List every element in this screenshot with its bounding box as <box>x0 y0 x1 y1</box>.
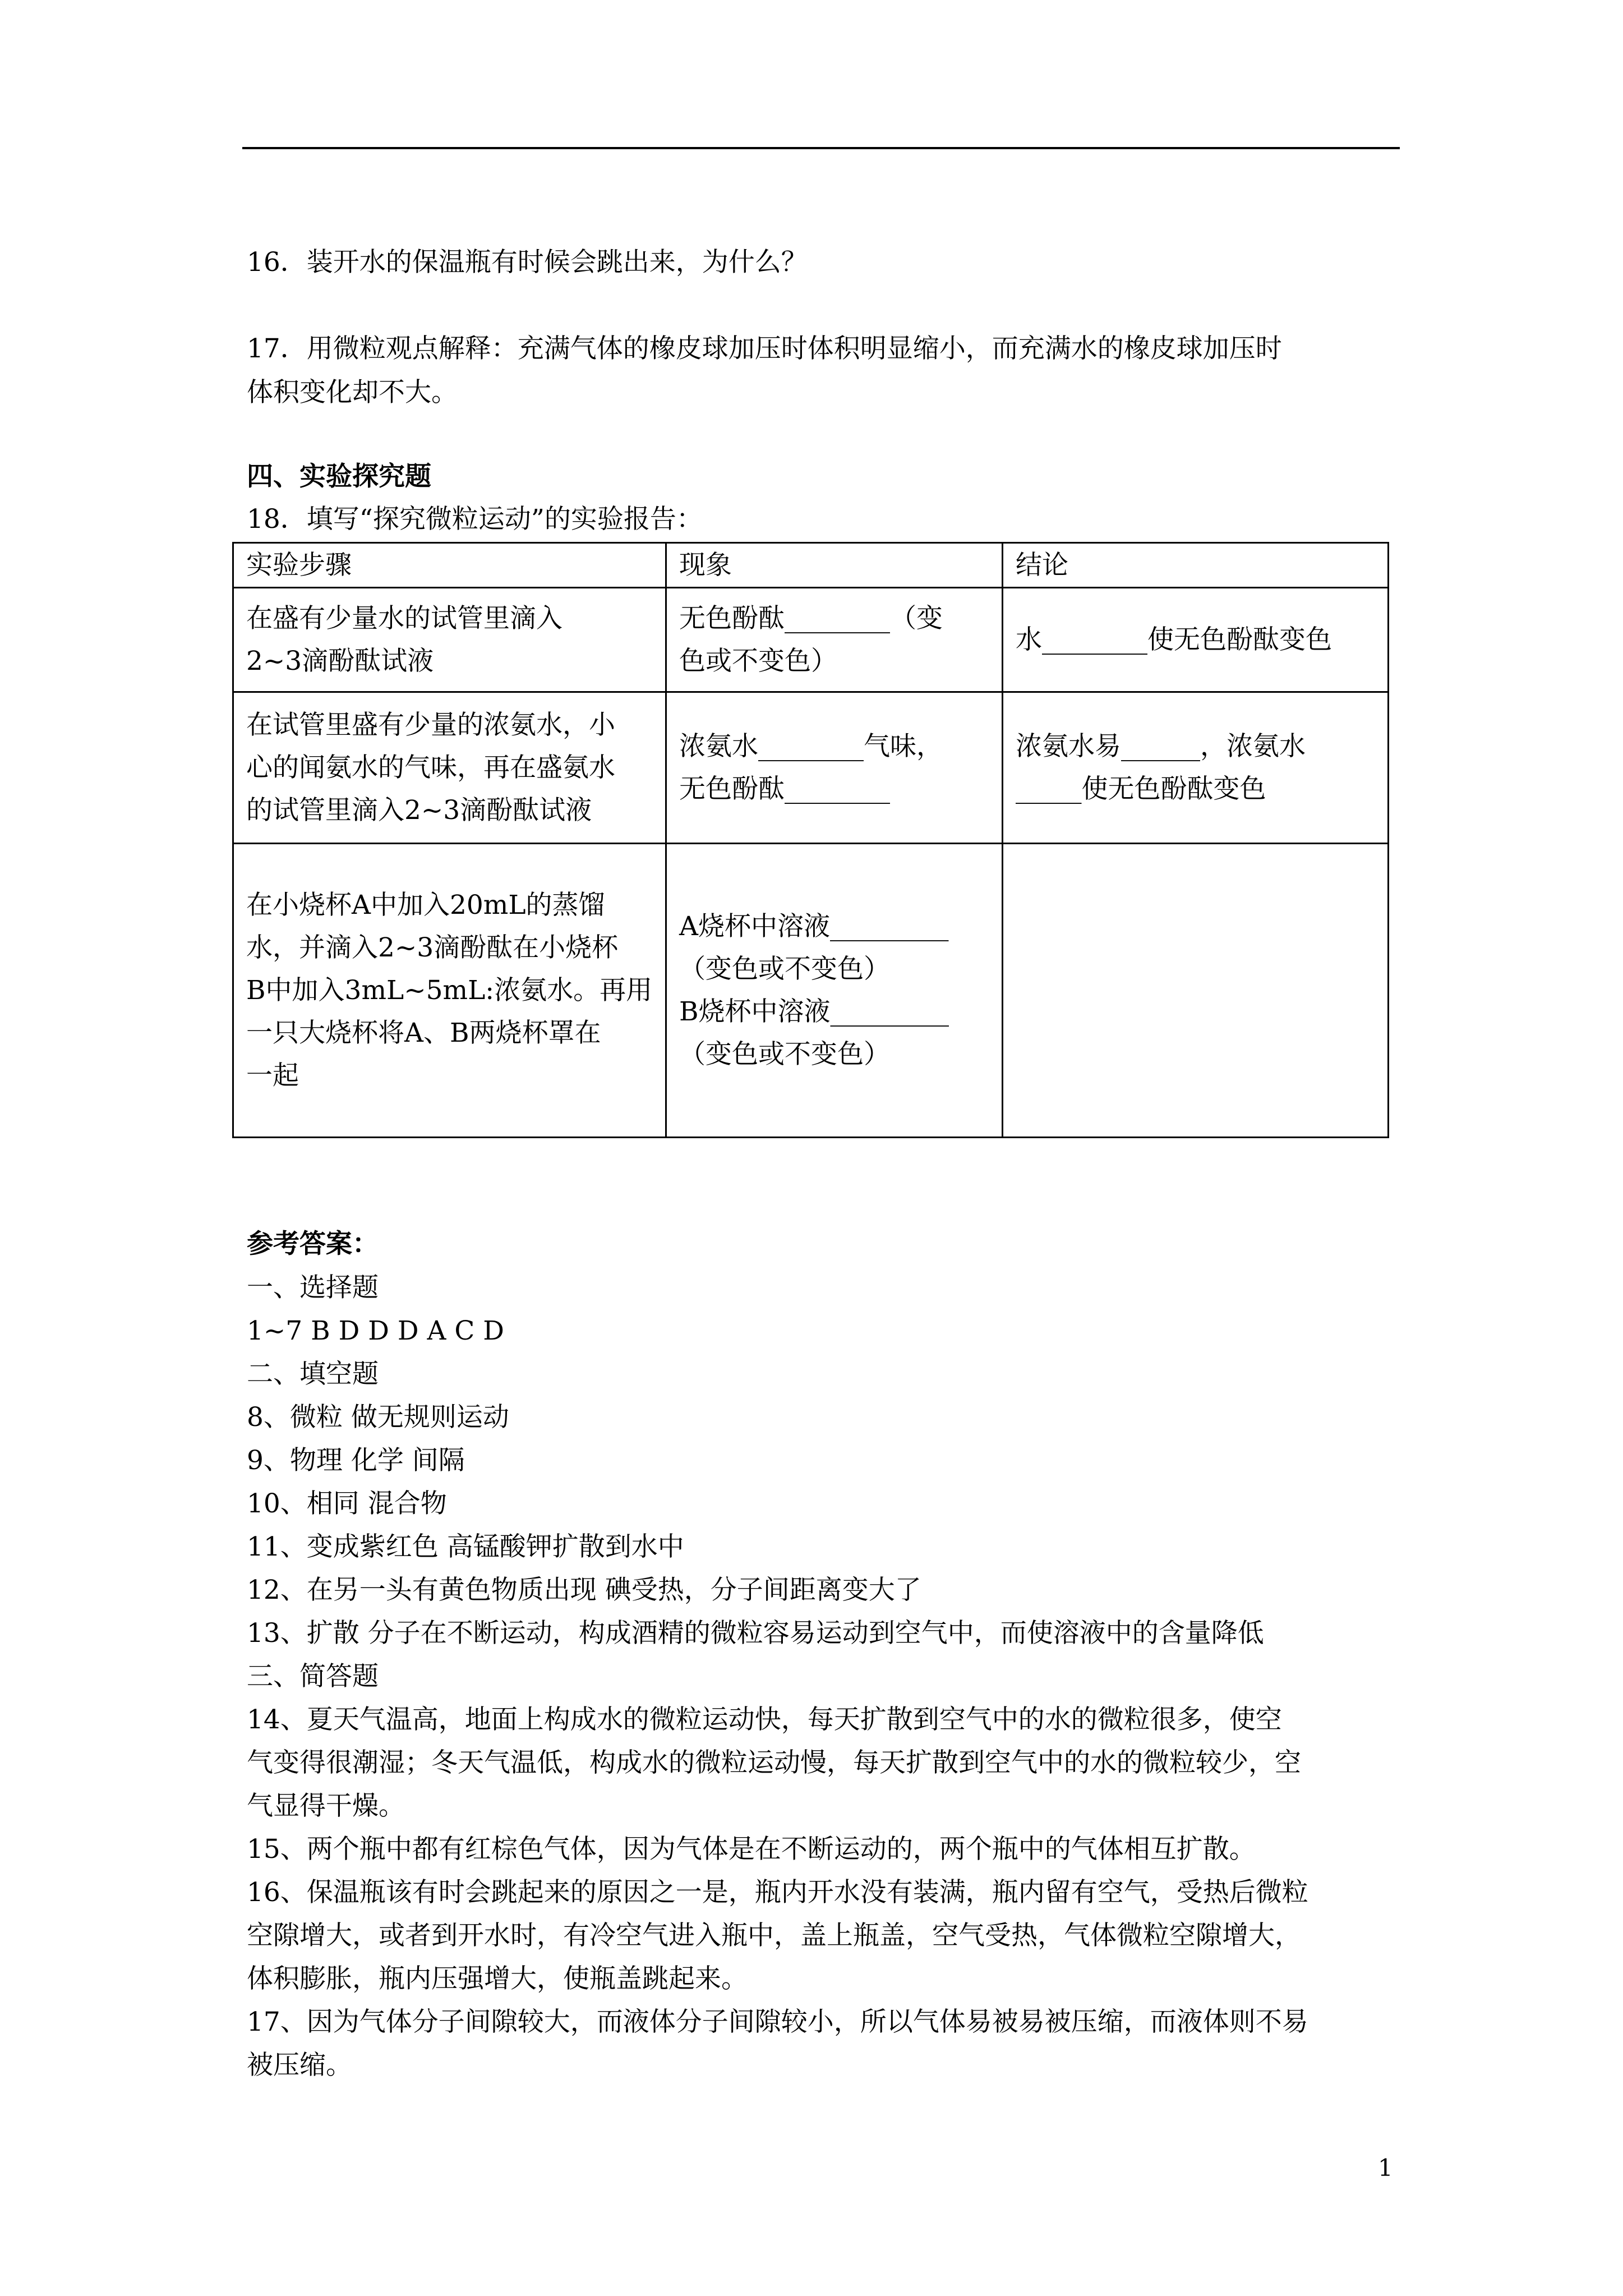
answer-line: 14、夏天气温高，地面上构成水的微粒运动快，每天扩散到空气中的水的微粒很多，使空 <box>247 1704 1282 1735</box>
answer-line: 二、填空题 <box>247 1359 379 1389</box>
conclusion-cell: 浓氨水易______，浓氨水 _____使无色酚酞变色 <box>1003 692 1389 844</box>
question-17-line1: 17．用微粒观点解释：充满气体的橡皮球加压时体积明显缩小，而充满水的橡皮球加压时 <box>247 333 1282 364</box>
answer-line: 空隙增大，或者到开水时，有冷空气进入瓶中，盖上瓶盖，空气受热，气体微粒空隙增大， <box>247 1920 1301 1951</box>
answer-line: 10、相同 混合物 <box>247 1488 447 1519</box>
section-heading-experiment: 四、实验探究题 <box>247 461 431 492</box>
question-16: 16．装开水的保温瓶有时候会跳出来，为什么？ <box>247 247 808 278</box>
header-phenomenon: 现象 <box>666 543 1003 588</box>
header-rule <box>242 147 1400 149</box>
phenomenon-cell: 无色酚酞________（变 色或不变色） <box>666 588 1003 692</box>
experiment-report-table <box>232 542 1389 1138</box>
step-cell: 在小烧杯A中加入20mL的蒸馏 水，并滴入2~3滴酚酞在小烧杯 B中加入3mL~5mL:浓氨水。再用 一只大烧杯将A、B两烧杯罩在 一起 <box>233 844 666 1138</box>
question-17-line2: 体积变化却不大。 <box>247 377 458 408</box>
phenomenon-cell: 浓氨水________气味， 无色酚酞________ <box>666 692 1003 844</box>
conclusion-cell-empty <box>1003 844 1389 1138</box>
phenomenon-cell: A烧杯中溶液_________ （变色或不变色） B烧杯中溶液_________ （变色或不变色） <box>666 844 1003 1138</box>
answer-line: 9、物理 化学 间隔 <box>247 1445 465 1476</box>
answer-line: 被压缩。 <box>247 2050 352 2081</box>
answer-line: 12、在另一头有黄色物质出现 碘受热，分子间距离变大了 <box>247 1575 921 1605</box>
conclusion-cell: 水________使无色酚酞变色 <box>1003 588 1389 692</box>
header-step: 实验步骤 <box>233 543 666 588</box>
answers-heading: 参考答案： <box>247 1228 379 1259</box>
header-conclusion: 结论 <box>1003 543 1389 588</box>
answer-line: 17、因为气体分子间隙较大，而液体分子间隙较小，所以气体易被易被压缩，而液体则不易 <box>247 2007 1308 2037</box>
table-row <box>233 844 1389 1138</box>
answer-line: 体积膨胀，瓶内压强增大，使瓶盖跳起来。 <box>247 1963 748 1994</box>
answer-line: 气变得很潮湿；冬天气温低，构成水的微粒运动慢，每天扩散到空气中的水的微粒较少，空 <box>247 1747 1301 1778</box>
answer-line: 13、扩散 分子在不断运动，构成酒精的微粒容易运动到空气中，而使溶液中的含量降低 <box>247 1618 1264 1649</box>
answer-line: 11、变成紫红色 高锰酸钾扩散到水中 <box>247 1531 684 1562</box>
question-18: 18．填写“探究微粒运动”的实验报告： <box>247 504 703 535</box>
answer-line: 三、简答题 <box>247 1661 379 1692</box>
answer-line: 一、选择题 <box>247 1272 379 1303</box>
answer-line: 15、两个瓶中都有红棕色气体，因为气体是在不断运动的，两个瓶中的气体相互扩散。 <box>247 1834 1256 1865</box>
answer-line: 气显得干燥。 <box>247 1791 405 1821</box>
step-cell: 在盛有少量水的试管里滴入 2~3滴酚酞试液 <box>233 588 666 692</box>
step-cell: 在试管里盛有少量的浓氨水，小 心的闻氨水的气味，再在盛氨水 的试管里滴入2~3滴酚酞试液 <box>233 692 666 844</box>
table-header-row <box>233 543 1389 588</box>
table-row <box>233 692 1389 844</box>
table-row <box>233 588 1389 692</box>
answer-line: 1~7 B D D D A C D <box>247 1315 504 1346</box>
page-number: 1 <box>1378 2154 1393 2182</box>
answer-line: 8、微粒 做无规则运动 <box>247 1402 509 1433</box>
answer-line: 16、保温瓶该有时会跳起来的原因之一是，瓶内开水没有装满，瓶内留有空气，受热后微粒 <box>247 1877 1308 1908</box>
